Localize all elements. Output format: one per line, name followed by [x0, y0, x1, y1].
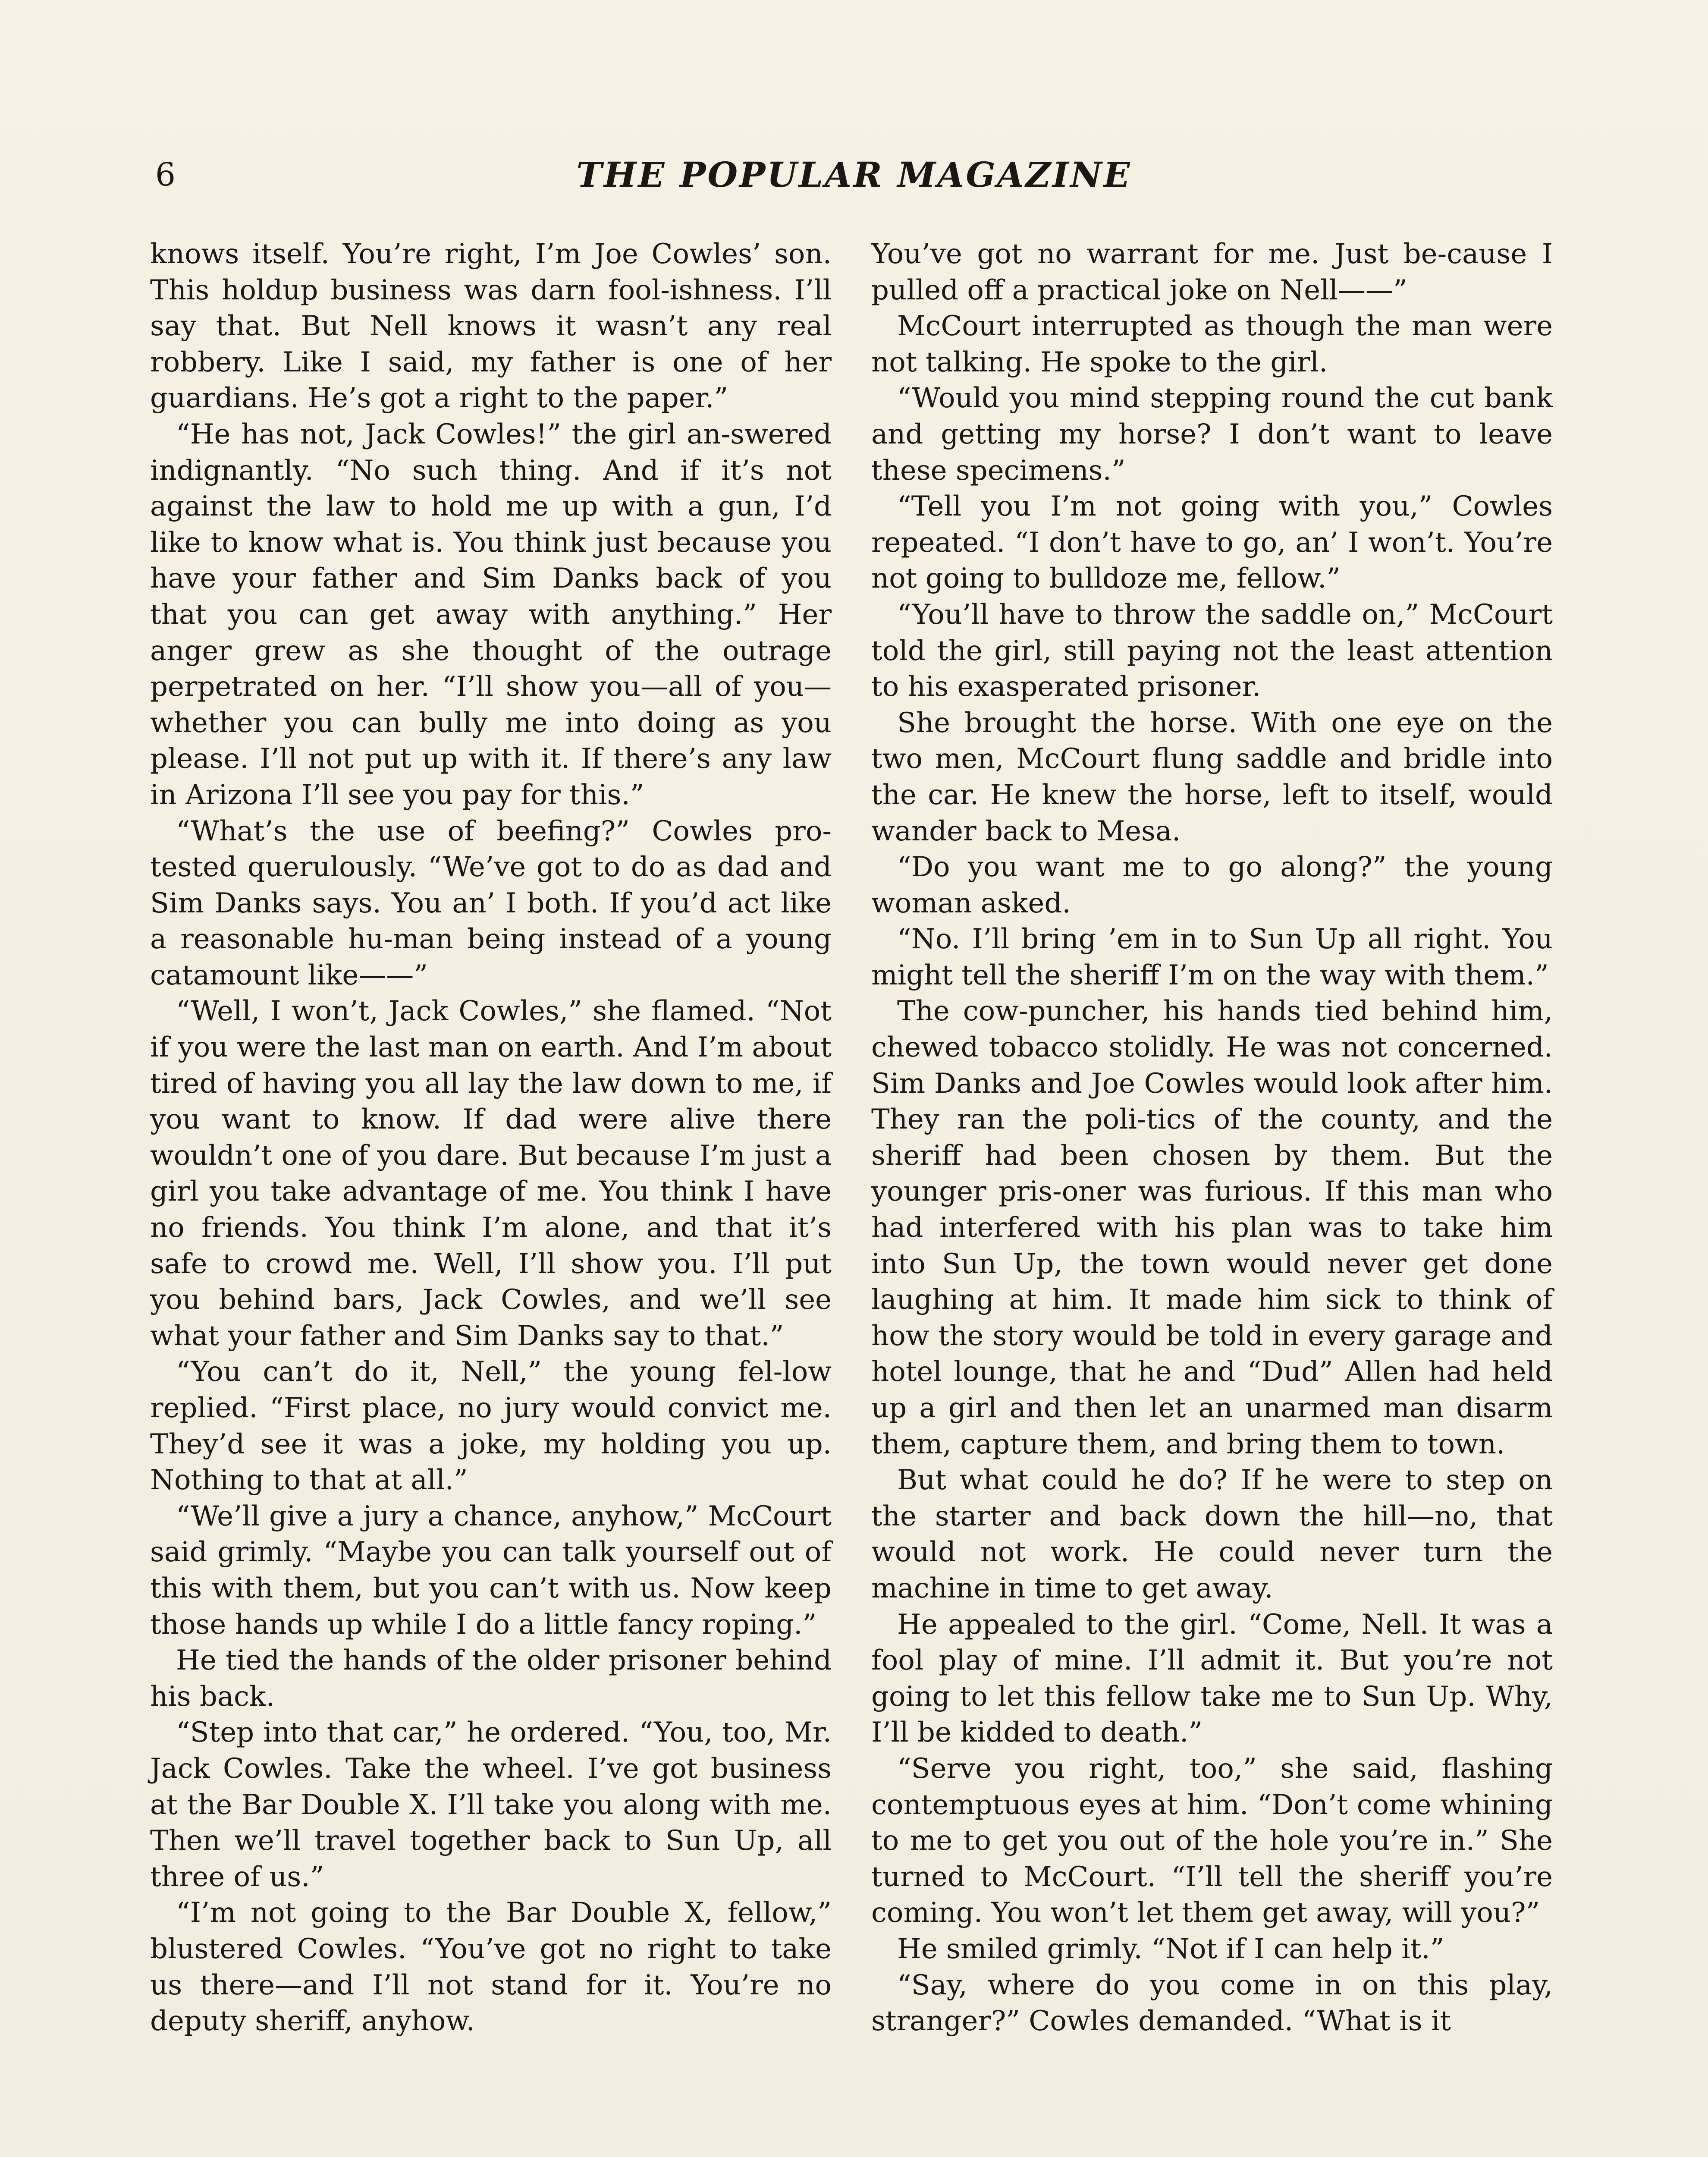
paragraph: He appealed to the girl. “Come, Nell. It was a fool play of mine. I’ll admit it. But you’re not going to let this fellow take me to Sun Up. Why, I’ll be kidded to death.” [871, 1608, 1553, 1749]
paragraph: knows itself. You’re right, I’m Joe Cowles’ son. This holdup business was darn fool-ishness. I’ll say that. But Nell knows it wasn’t any real robbery. Like I said, my father is one of her guardians. He’s got a right to the paper.” [150, 238, 832, 415]
right-column [871, 236, 1553, 2040]
left-column [150, 236, 832, 2040]
paragraph: “No. I’ll bring ’em in to Sun Up all right. You might tell the sheriff I’m on the way with them.” [871, 923, 1553, 991]
paragraph: She brought the horse. With one eye on the two men, McCourt flung saddle and bridle into the car. He knew the horse, left to itself, would wander back to Mesa. [871, 707, 1553, 847]
paragraph: “You’ll have to throw the saddle on,” McCourt told the girl, still paying not the least attention to his exasperated prisoner. [871, 598, 1553, 703]
paragraph: “He has not, Jack Cowles!” the girl an-swered indignantly. “No such thing. And if it’s not against the law to hold me up with a gun, I’d like to know what is. You think just because you have your father and Sim Danks back of you that you can get away with anything.” Her anger grew as she thought of the outrage perpetrated on her. “I’ll show you—all of you—whether you can bully me into doing as you please. I’ll not put up with it. If there’s any law in Arizona I’ll see you pay for this.” [150, 418, 832, 811]
paragraph: McCourt interrupted as though the man were not talking. He spoke to the girl. [871, 310, 1553, 378]
paragraph: “Say, where do you come in on this play, stranger?” Cowles demanded. “What is it [871, 1969, 1553, 2038]
running-title: THE POPULAR MAGAZINE [576, 154, 1132, 195]
paragraph: He tied the hands of the older prisoner behind his back. [150, 1644, 832, 1713]
paragraph: “I’m not going to the Bar Double X, fellow,” blustered Cowles. “You’ve got no right to take us there—and I’ll not stand for it. You’re no deputy sheriff, anyhow. [150, 1897, 832, 2038]
paragraph: “You can’t do it, Nell,” the young fel-low replied. “First place, no jury would convict me. They’d see it was a joke, my holding you up. Nothing to that at all.” [150, 1356, 832, 1497]
paragraph: He smiled grimly. “Not if I can help it.” [897, 1933, 1444, 1965]
paragraph: “Do you want me to go along?” the young woman asked. [871, 851, 1553, 919]
page-number: 6 [155, 156, 176, 193]
page-header [0, 155, 1708, 203]
paragraph: You’ve got no warrant for me. Just be-cause I pulled off a practical joke on Nell——” [871, 238, 1553, 306]
paragraph: But what could he do? If he were to step on the starter and back down the hill—no, that would not work. He could never turn the machine in time to get away. [871, 1464, 1553, 1604]
paragraph: “We’ll give a jury a chance, anyhow,” McCourt said grimly. “Maybe you can talk yourself out of this with them, but you can’t with us. Now keep those hands up while I do a little fancy roping.” [150, 1500, 832, 1641]
paragraph: “Step into that car,” he ordered. “You, too, Mr. Jack Cowles. Take the wheel. I’ve got business at the Bar Double X. I’ll take you along with me. Then we’ll travel together back to Sun Up, all three of us.” [150, 1717, 832, 1893]
paragraph: “Tell you I’m not going with you,” Cowles repeated. “I don’t have to go, an’ I won’t. You’re not going to bulldoze me, fellow.” [871, 491, 1553, 595]
paragraph: “Well, I won’t, Jack Cowles,” she flamed. “Not if you were the last man on earth. And I’m about tired of having you all lay the law down to me, if you want to know. If dad were alive there wouldn’t one of you dare. But because I’m just a girl you take advantage of me. You think I have no friends. You think I’m alone, and that it’s safe to crowd me. Well, I’ll show you. I’ll put you behind bars, Jack Cowles, and we’ll see what your father and Sim Danks say to that.” [150, 995, 832, 1352]
paragraph: “What’s the use of beefing?” Cowles pro-tested querulously. “We’ve got to do as dad and Sim Danks says. You an’ I both. If you’d act like a reasonable hu-man being instead of a young catamount like——” [150, 815, 832, 991]
paragraph: “Serve you right, too,” she said, flashing contemptuous eyes at him. “Don’t come whining to me to get you out of the hole you’re in.” She turned to McCourt. “I’ll tell the sheriff you’re coming. You won’t let them get away, will you?” [871, 1752, 1553, 1929]
paragraph: “Would you mind stepping round the cut bank and getting my horse? I don’t want to leave these specimens.” [871, 382, 1553, 487]
paragraph: The cow-puncher, his hands tied behind him, chewed tobacco stolidly. He was not concerned. Sim Danks and Joe Cowles would look after him. They ran the poli-tics of the county, and the sheriff had been chosen by them. But the younger pris-oner was furious. If this man who had interfered with his plan was to take him into Sun Up, the town would never get done laughing at him. It made him sick to think of how the story would be told in every garage and hotel lounge, that he and “Dud” Allen had held up a girl and then let an unarmed man disarm them, capture them, and bring them to town. [871, 995, 1553, 1460]
